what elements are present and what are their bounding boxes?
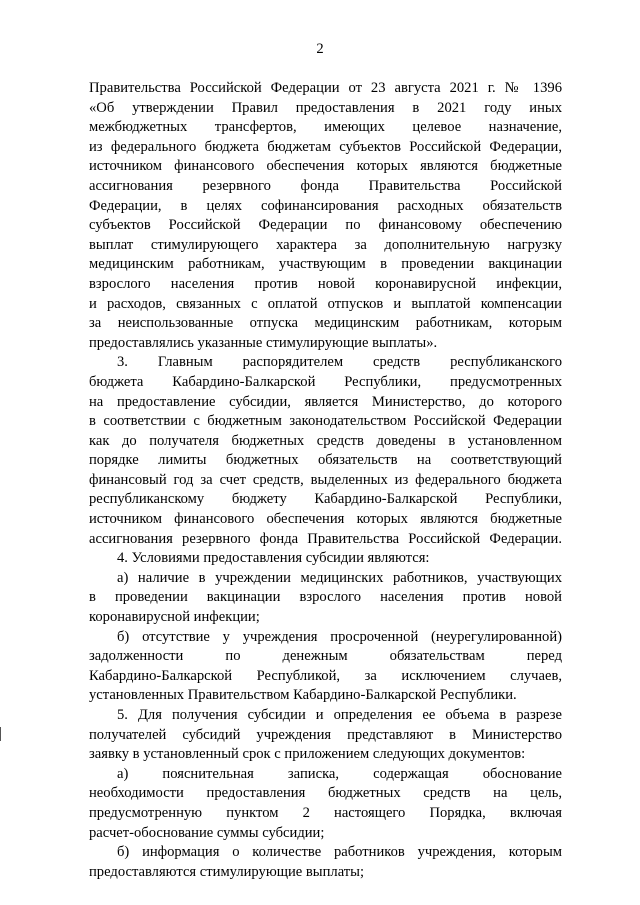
text-line: бюджета Кабардино-Балкарской Республики, предусмотренных: [89, 373, 562, 390]
text-line: Кабардино-Балкарской Республикой, за исключением случаев,: [89, 667, 562, 684]
margin-mark: [0, 727, 4, 741]
text-line: межбюджетных трансфертов, имеющих целевое назначение,: [89, 119, 562, 136]
text-line: б) отсутствие у учреждения просроченной (неурегулированной): [117, 628, 562, 645]
text-line: и расходов, связанных с оплатой отпусков и выплатой компенсации: [89, 295, 562, 312]
text-line: коронавирусной инфекции;: [89, 609, 260, 626]
text-line: 3. Главным распорядителем средств республиканского: [117, 354, 562, 371]
text-line: республиканскому бюджету Кабардино-Балкарской Республики,: [89, 491, 562, 508]
text-line: источником финансового обеспечения которых являются бюджетные: [89, 158, 562, 175]
text-line: предусмотренную пунктом 2 настоящего Порядка, включая: [89, 804, 562, 821]
text-line: в проведении вакцинации взрослого населения против новой: [89, 589, 562, 606]
text-line: субъектов Российской Федерации по финансовому обеспечению: [89, 217, 562, 234]
document-body: [89, 79, 562, 882]
text-line: Федерации, в целях софинансирования расходных обязательств: [89, 197, 562, 214]
text-line: предоставляются стимулирующие выплаты;: [89, 863, 365, 880]
text-line: выплат стимулирующего характера за дополнительную нагрузку: [89, 236, 562, 253]
text-line: на предоставление субсидии, является Министерство, до которого: [89, 393, 562, 410]
text-line: финансовый год за счет средств, выделенных из федерального бюджета: [89, 471, 562, 488]
text-line: а) пояснительная записка, содержащая обоснование: [117, 765, 562, 782]
text-line: порядке лимиты бюджетных обязательств на соответствующий: [89, 452, 562, 469]
text-line: ассигнования резервного фонда Правительства Российской Федерации.: [89, 530, 562, 547]
text-line: ассигнования резервного фонда Правительства Российской: [89, 177, 562, 194]
text-line: б) информация о количестве работников учреждения, которым: [117, 844, 562, 861]
text-line: предоставлялись указанные стимулирующие выплаты».: [89, 334, 438, 351]
text-line: медицинским работникам, участвующим в проведении вакцинации: [89, 256, 562, 273]
text-line: 5. Для получения субсидии и определения ее объема в разрезе: [117, 707, 562, 723]
text-line: из федерального бюджета бюджетам субъектов Российской Федерации,: [89, 138, 562, 155]
text-line: за неиспользованные отпуска медицинским работникам, которым: [89, 315, 562, 332]
text-line: взрослого населения против новой коронавирусной инфекции,: [89, 275, 562, 292]
text-line: заявку в установленный срок с приложением следующих документов:: [89, 746, 526, 763]
text-line: 4. Условиями предоставления субсидии являются:: [117, 550, 430, 567]
text-line: а) наличие в учреждении медицинских работников, участвующих: [117, 569, 562, 586]
text-line: установленных Правительством Кабардино-Балкарской Республики.: [89, 687, 517, 704]
text-line: необходимости предоставления бюджетных средств на цель,: [89, 785, 562, 802]
text-line: Правительства Российской Федерации от 23 августа 2021 г. № 1396: [89, 80, 562, 96]
text-line: в соответствии с бюджетным законодательством Российской Федерации: [89, 413, 562, 430]
text-line: «Об утверждении Правил предоставления в 2021 году иных: [89, 99, 562, 116]
text-line: расчет-обоснование суммы субсидии;: [89, 824, 325, 841]
text-line: источником финансового обеспечения которых являются бюджетные: [89, 511, 562, 528]
page-number: 2: [316, 41, 324, 57]
text-line: получателей субсидий учреждения представляют в Министерство: [89, 726, 562, 743]
text-line: задолженности по денежным обязательствам перед: [89, 648, 562, 665]
text-line: как до получателя бюджетных средств доведены в установленном: [89, 432, 562, 449]
